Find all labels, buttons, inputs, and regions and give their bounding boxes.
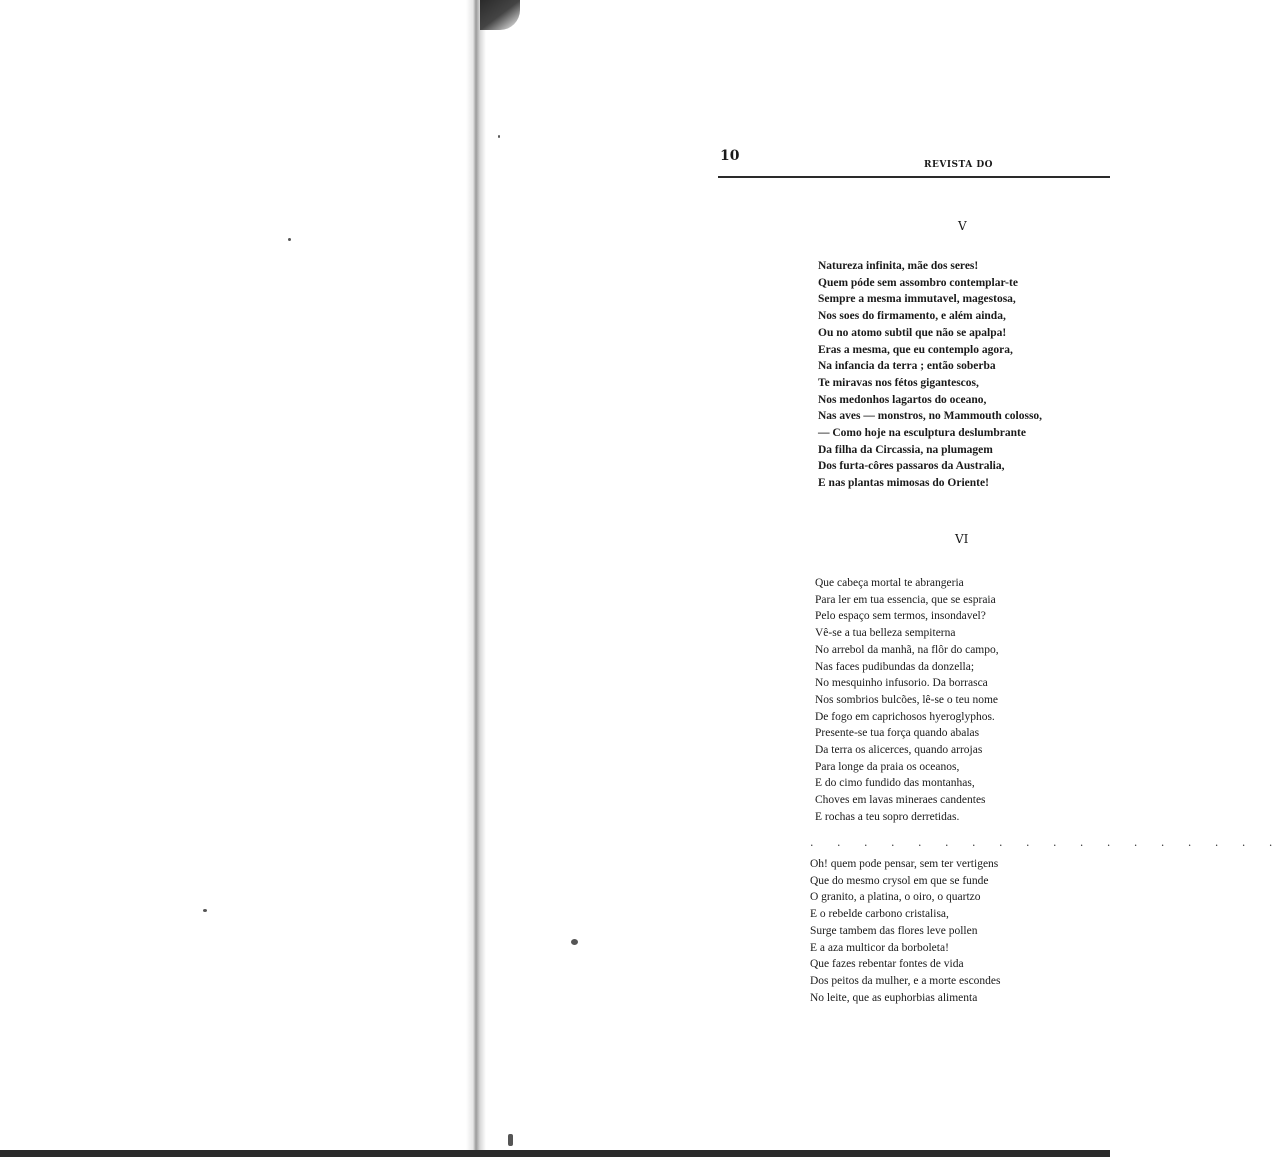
poem-line: Nos sombrios bulcões, lê-se o teu nome — [815, 693, 999, 706]
poem-line: E rochas a teu sopro derretidas. — [815, 810, 960, 823]
poem-line: No arrebol da manhã, na flôr do campo, — [815, 643, 999, 656]
poem-line: Da filha da Circassia, na plumagem — [818, 443, 993, 456]
scan-bottom-edge — [0, 1150, 1110, 1157]
binding-gutter-shadow — [466, 0, 486, 1157]
poem-line: Que fazes rebentar fontes de vida — [810, 958, 964, 971]
running-head: REVISTA DO — [924, 160, 993, 170]
poem-line: De fogo em caprichosos hyeroglyphos. — [815, 710, 995, 723]
poem-line: Quem póde sem assombro contemplar-te — [818, 276, 1018, 289]
poem-line: Te miravas nos fétos gigantescos, — [818, 376, 979, 389]
poem-line: Eras a mesma, que eu contemplo agora, — [818, 343, 1013, 356]
poem-line: E do cimo fundido das montanhas, — [815, 777, 975, 790]
poem-line: Dos peitos da mulher, e a morte escondes — [810, 974, 1001, 987]
poem-line: Nos soes do firmamento, e além ainda, — [818, 310, 1006, 323]
stanza-oh — [810, 856, 1001, 1006]
poem-line: Nos medonhos lagartos do oceano, — [818, 393, 987, 406]
poem-line: Natureza infinita, mãe dos seres! — [818, 260, 979, 272]
poem-line: No mesquinho infusorio. Da borrasca — [815, 677, 988, 690]
scan-speck — [571, 939, 578, 945]
stanza-vi — [815, 575, 999, 826]
poem-line: Na infancia da terra ; então soberba — [818, 360, 996, 373]
poem-line: Pelo espaço sem termos, insondavel? — [815, 610, 986, 623]
poem-line: Oh! quem pode pensar, sem ter vertigens — [810, 858, 999, 870]
poem-line: No leite, que as euphorbias alimenta — [810, 991, 978, 1004]
page-number: 10 — [720, 148, 740, 164]
poem-line: Presente-se tua força quando abalas — [815, 727, 980, 740]
poem-line: Ou no atomo subtil que não se apalpa! — [818, 326, 1007, 339]
scan-speck — [498, 135, 500, 138]
poem-line: Para ler em tua essencia, que se espraia — [815, 593, 996, 606]
poem-line: Dos furta-côres passaros da Australia, — [818, 460, 1005, 473]
stanza-separator: . . . . . . . . . . . . . . . . . . — [810, 836, 1282, 849]
scan-speck — [508, 1134, 513, 1146]
scan-speck — [203, 909, 207, 912]
poem-line: Sempre a mesma immutavel, magestosa, — [818, 293, 1016, 306]
header-rule — [718, 176, 1110, 178]
poem-line: Nas faces pudibundas da donzella; — [815, 660, 975, 673]
binding-top-mark — [480, 0, 520, 30]
poem-line: Para longe da praia os oceanos, — [815, 760, 960, 773]
scan-speck — [288, 238, 291, 241]
poem-line: Choves em lavas mineraes candentes — [815, 794, 986, 807]
poem-line: E nas plantas mimosas do Oriente! — [818, 477, 989, 490]
poem-line: Que do mesmo crysol em que se funde — [810, 874, 989, 887]
poem-line: — Como hoje na esculptura deslumbrante — [818, 427, 1026, 440]
stanza-v — [818, 258, 1042, 492]
poem-line: Da terra os alicerces, quando arrojas — [815, 744, 983, 757]
poem-line: E a aza multicor da borboleta! — [810, 941, 949, 954]
poem-line: Surge tambem das flores leve pollen — [810, 924, 978, 937]
section-title-vi: VI — [955, 532, 969, 546]
poem-line: Nas aves — monstros, no Mammouth colosso, — [818, 410, 1043, 423]
poem-line: Que cabeça mortal te abrangeria — [815, 577, 964, 589]
poem-line: Vê-se a tua belleza sempiterna — [815, 627, 956, 640]
section-title-v: V — [958, 219, 967, 233]
poem-line: E o rebelde carbono cristalisa, — [810, 908, 949, 921]
poem-line: O granito, a platina, o oiro, o quartzo — [810, 891, 981, 904]
